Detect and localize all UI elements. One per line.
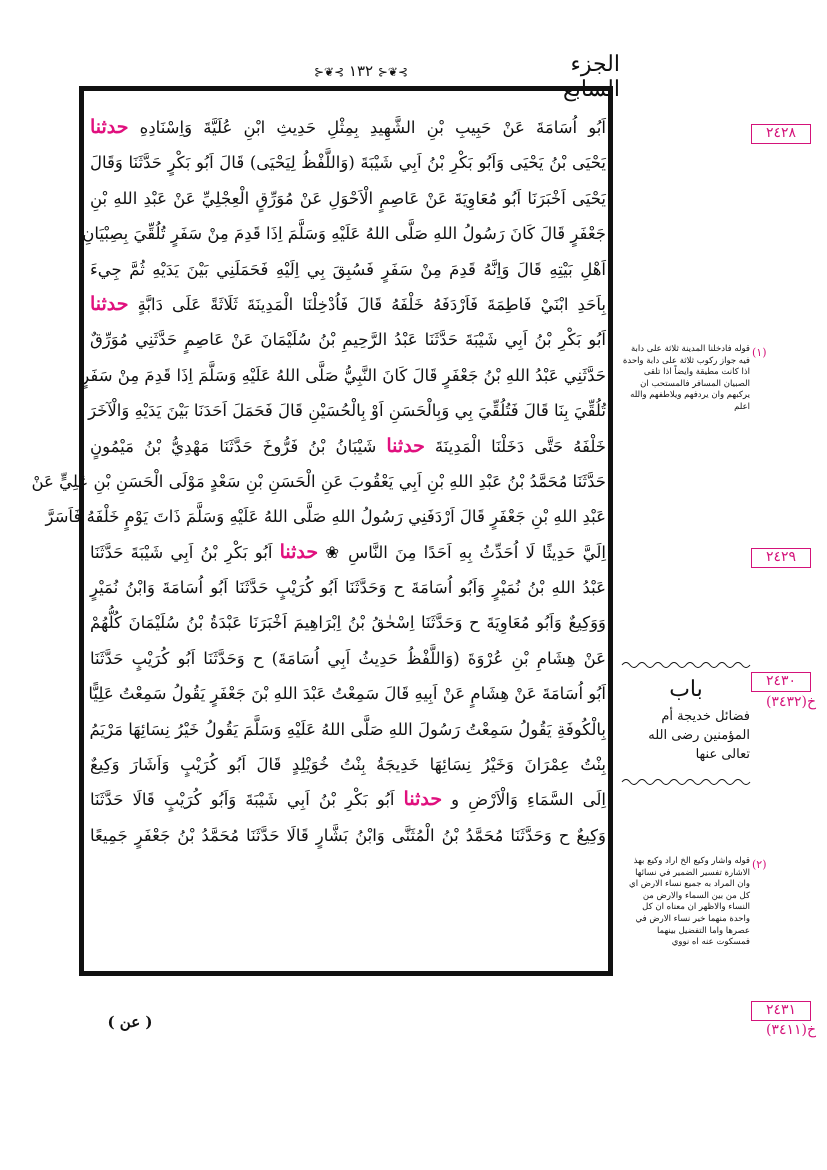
bab-subtitle: فضائل خديجة أم المؤمنين رضى الله تعالى عنها <box>648 709 750 762</box>
haddathana-keyword: حدثنا <box>90 116 129 138</box>
text-line: اَبُو بَكْرِ بْنُ اَبِي شَيْبَةَ حَدَّثَنَا عَبْدُ الرَّحِيمِ بْنُ سُلَيْمَانَ عَنْ عَاصِمٍ حَدَّثَنِي مُوَرِّقٌ <box>90 330 606 350</box>
text-line: اَهْلِ بَيْتِهِ قَالَ وَاِنَّهُ قَدِمَ مِنْ سَفَرٍ فَسُبِقَ بِي اِلَيْهِ فَحَمَلَنِي بَيْنَ يَدَيْهِ ثُمَّ جِيءَ <box>90 259 606 279</box>
text-line: بِالْكُوفَةِ يَقُولُ سَمِعْتُ رَسُولَ اللهِ صَلَّى اللهُ عَلَيْهِ وَسَلَّمَ يَقُولُ خَيْرُ نِسَائِهَا مَرْيَمُ <box>89 719 606 739</box>
text-line: يَحْيَى اَخْبَرَنَا اَبُو مُعَاوِيَةَ عَنْ عَاصِمٍ الْاَحْوَلِ عَنْ مُوَرِّقٍ الْعِجْلِيِّ عَنْ عَبْدِ اللهِ بْنِ <box>90 188 606 208</box>
hadith-ref-2430: ٢٤٣٠ <box>751 672 811 692</box>
part-title: الجزء السابع <box>563 52 620 102</box>
text-line: اَبُو اُسَامَةَ عَنْ هِشَامٍ عَنْ اَبِيهِ قَالَ سَمِعْتُ عَبْدَ اللهِ بْنَ جَعْفَرٍ يَقُولُ سَمِعْتُ عَلِيًّا <box>88 684 606 704</box>
ornament-left-icon: ⊱❦⊰ <box>377 65 409 79</box>
text-line: اِلَى السَّمَاءِ وَالْاَرْضِ و حدثنا اَبُو بَكْرِ بْنُ اَبِي شَيْبَةَ وَاَبُو كُرَيْبٍ قَالَا حَدَّثَنَا <box>90 788 606 811</box>
haddathana-keyword: حدثنا <box>279 540 319 563</box>
text-line: خَلْفَهُ حَتَّى دَخَلْنَا الْمَدِينَةَ حدثنا شَيْبَانُ بْنُ فَرُّوخَ حَدَّثَنَا مَهْدِيُّ بْنُ مَيْمُونٍ <box>90 434 606 457</box>
page-number <box>296 62 426 80</box>
text-line: اِلَيَّ حَدِيثًا لَا اُحَدِّثُ بِهِ اَحَدًا مِنَ النَّاسِ ❀ حدثنا اَبُو بَكْرِ بْنُ اَبِي شَيْبَةَ حَدَّثَنَا <box>90 540 606 563</box>
catchword: ( عن ) <box>107 1013 153 1031</box>
note-2-text: قوله واشار وكيع الخ اراد وكيع بهذ الاشارة تفسير الضمير في نسائها وان المراد به جميع نساء الارض اي كل من بين السماء والارض من النساء والاظهر ان معناه ان كل واحدة منهما خير نساء الارض في عصرها واما التفضيل بينهما فمسكوت عنه اه نووي <box>629 856 750 948</box>
haddathana-keyword: حدثنا <box>386 434 425 457</box>
divider-wave-top <box>622 655 750 665</box>
text-line: وَوَكِيعٌ وَاَبُو مُعَاوِيَةَ ح وَحَدَّثَنَا اِسْحٰقُ بْنُ اِبْرَاهِيمَ اَخْبَرَنَا عَبْدَةُ بْنُ سُلَيْمَانَ كُلُّهُمْ <box>90 613 606 633</box>
text-line: جَعْفَرٍ قَالَ كَانَ رَسُولُ اللهِ صَلَّى اللهُ عَلَيْهِ وَسَلَّمَ اِذَا قَدِمَ مِنْ سَفَرٍ تُلُقِّيَ بِصِبْيَانِ <box>82 224 606 244</box>
bab-heading: باب <box>669 677 703 702</box>
page-number-value: ١٣٢ <box>348 62 374 80</box>
divider-wave-bottom <box>622 772 750 782</box>
hadith-text-block <box>31 110 606 853</box>
ornament-right-icon: ⊱❦⊰ <box>313 65 345 79</box>
text-line: عَبْدِ اللهِ بْنِ جَعْفَرٍ قَالَ اَرْدَفَنِي رَسُولُ اللهِ صَلَّى اللهُ عَلَيْهِ وَسَلَّمَ ذَاتَ يَوْمٍ خَلْفَهُ فَاَسَرَّ <box>45 507 606 527</box>
hadith-ref-2428: ٢٤٢٨ <box>751 124 811 144</box>
note-1-text: قوله فادخلنا المدينة ثلاثة على دابة فيه جواز ركوب ثلاثة على دابة واحدة اذا كانت مطيقة وايضاً اذا تلقى الصبيان المسافر فالمستحب ان يركبهم وان يردفهم ويلاطفهم والله اعلم <box>622 344 750 412</box>
hadith-ref-2431-box: ٢٤٣١ <box>751 1001 811 1021</box>
text-line: اَبُو اُسَامَةَ عَنْ حَبِيبِ بْنِ الشَّهِيدِ بِمِثْلِ حَدِيثِ ابْنِ عُلَيَّةَ وَاِسْنَادِهِ حدثنا <box>90 116 606 138</box>
text-line: عَنْ هِشَامِ بْنِ عُرْوَةَ (وَاللَّفْظُ حَدِيثُ اَبِي اُسَامَةَ) ح وَحَدَّثَنَا اَبُو كُرَيْبٍ حَدَّثَنَا <box>90 648 606 668</box>
note-1-mark: (١) <box>752 346 767 359</box>
haddathana-keyword: حدثنا <box>403 788 443 811</box>
text-line: يَحْيَى بْنُ يَحْيَى وَاَبُو بَكْرِ بْنُ اَبِي شَيْبَةَ (وَاللَّفْظُ لِيَحْيَى) قَالَ اَبُو بَكْرٍ حَدَّثَنَا وَقَالَ <box>90 153 606 173</box>
bukhari-ref-3411: خ(٣٤١١) <box>765 1022 816 1038</box>
text-line: حَدَّثَنَا مُحَمَّدُ بْنُ عَبْدِ اللهِ بْنِ اَبِي يَعْقُوبَ عَنِ الْحَسَنِ بْنِ سَعْدٍ مَوْلَى الْحَسَنِ بْنِ عَلِيٍّ عَنْ <box>31 471 606 491</box>
text-line: وَكِيعٌ ح وَحَدَّثَنَا مُحَمَّدُ بْنُ الْمُثَنَّى وَابْنُ بَشَّارٍ قَالَا حَدَّثَنَا مُحَمَّدُ بْنُ جَعْفَرٍ جَمِيعًا <box>90 825 606 845</box>
bukhari-ref-3432: خ(٣٤٣٢) <box>765 694 816 710</box>
text-line: تُلُقِّيَ بِنَا قَالَ فَتُلُقِّيَ بِي وَبِالْحَسَنِ اَوْ بِالْحُسَيْنِ قَالَ فَحَمَلَ اَحَدَنَا بَيْنَ يَدَيْهِ وَالْآخَرَ <box>88 401 606 421</box>
text-line: بِنْتُ عِمْرَانَ وَخَيْرُ نِسَائِهَا خَدِيجَةُ بِنْتُ خُوَيْلِدٍ قَالَ اَبُو كُرَيْبٍ وَاَشَارَ وَكِيعٌ <box>90 755 606 775</box>
text-line: بِاَحَدِ ابْنَيْ فَاطِمَةَ فَاَرْدَفَهُ خَلْفَهُ قَالَ فَاُدْخِلْنَا الْمَدِينَةَ ثَلَاثَةً عَلَى دَابَّةٍ حدثنا <box>90 292 606 315</box>
note-2-mark: (٢) <box>752 858 767 871</box>
text-line: حَدَّثَنِي عَبْدُ اللهِ بْنُ جَعْفَرٍ قَالَ كَانَ النَّبِيُّ صَلَّى اللهُ عَلَيْهِ وَسَلَّمَ اِذَا قَدِمَ مِنْ سَفَرٍ <box>81 365 606 385</box>
haddathana-keyword: حدثنا <box>90 292 129 315</box>
hadith-ref-2429: ٢٤٢٩ <box>751 548 811 568</box>
text-line: عَبْدُ اللهِ بْنُ نُمَيْرٍ وَاَبُو اُسَامَةَ ح وَحَدَّثَنَا اَبُو كُرَيْبٍ حَدَّثَنَا اَبُو اُسَامَةَ وَابْنُ نُمَيْرٍ <box>90 578 606 598</box>
